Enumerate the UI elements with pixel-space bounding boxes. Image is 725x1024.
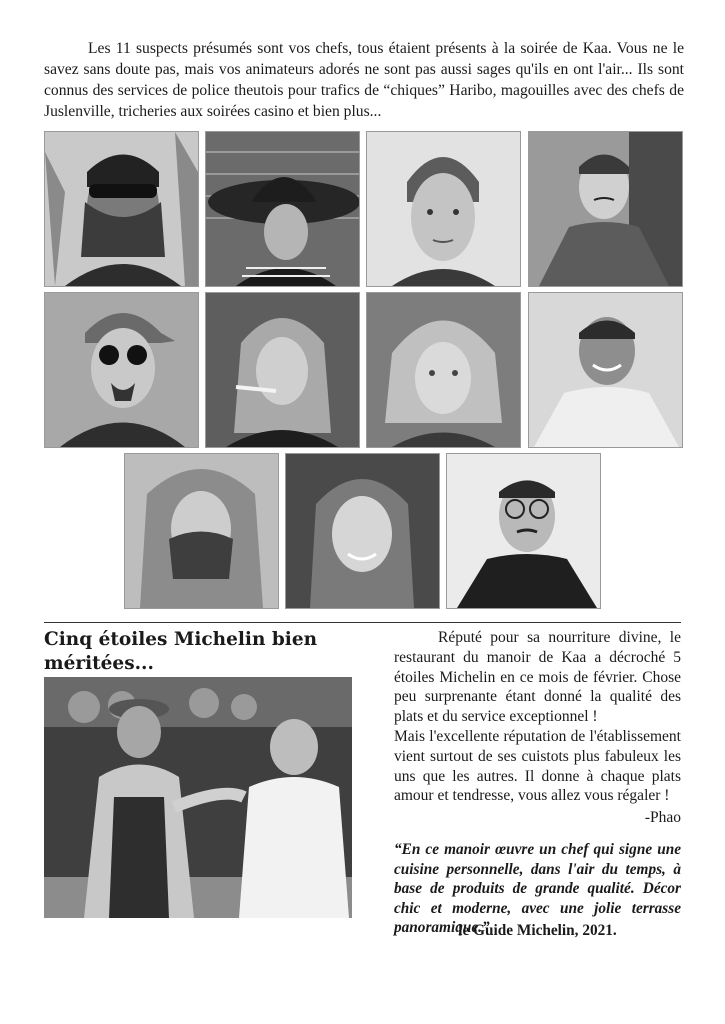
article-headline: Cinq étoiles Michelin bien méritées...: [44, 629, 318, 674]
section-divider: [44, 622, 681, 623]
intro-paragraph: Les 11 suspects présumés sont vos chefs, tous étaient présents à la soirée de Kaa. Vous ne le savez sans doute pas, mais vos animateurs adorés ne sont pas aussi sages qu'ils en ont l'air... Ils sont connus des services de police theutois pour trafics de “chiques” Haribo, magouilles avec des chefs de Juslenville, tricheries aux soirées casino et bien plus...: [44, 40, 684, 120]
suspect-photo-8: [528, 292, 683, 448]
article-paragraph-1: Réputé pour sa nourriture divine, le restaurant du manoir de Kaa a décroché 5 étoiles Michelin en ce mois de février. Chose peu surprenante étant donné la qualité des plats et du service exceptionnel !: [394, 629, 681, 726]
suspect-photo-5: [44, 292, 199, 448]
suspect-photo-4: [528, 131, 683, 287]
suspect-photo-2: [205, 131, 360, 287]
suspect-photo-10: [285, 453, 440, 609]
quote-source: le Guide Michelin, 2021.: [458, 922, 617, 939]
article-paragraph-2: Mais l'excellente réputation de l'établissement vient surtout de ses cuistots plus fabuleux les uns que les autres. Il donne à chaque plats amour et tendresse, vous allez vous régaler !: [394, 727, 681, 805]
suspect-photo-3: [366, 131, 521, 287]
article-body: [394, 628, 681, 828]
suspect-photo-1: [44, 131, 199, 287]
suspect-photo-6: [205, 292, 360, 448]
article-signature: -Phao: [644, 809, 681, 827]
chefs-kitchen-photo: [44, 677, 352, 918]
suspect-photo-11: [446, 453, 601, 609]
michelin-quote: “En ce manoir œuvre un chef qui signe une cuisine personnelle, dans l'air du temps, à base de produits de grande qualité. Décor chic et moderne, avec une jolie terrasse panoramique.”: [394, 841, 681, 936]
suspect-photo-7: [366, 292, 521, 448]
suspect-photo-9: [124, 453, 279, 609]
